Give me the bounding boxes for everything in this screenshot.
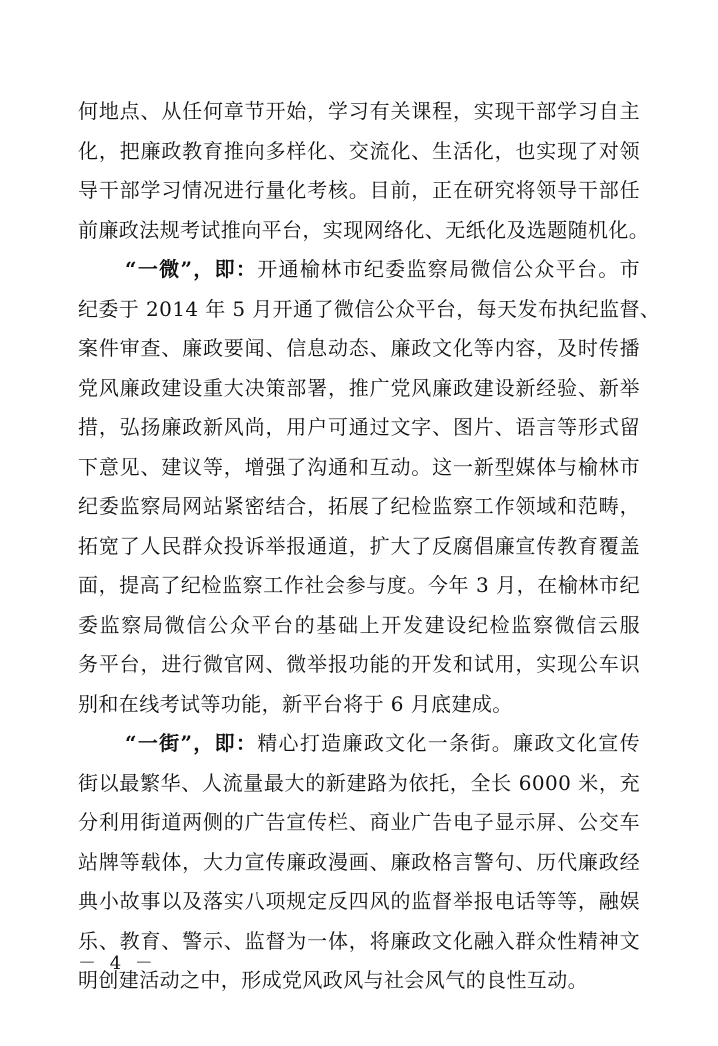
paragraph-3-line-5: 典小故事以及落实八项规定反四风的监督举报电话等等，融娱: [78, 889, 640, 913]
paragraph-1-line-1: 何地点、从任何章节开始，学习有关课程，实现干部学习自主: [78, 99, 640, 123]
paragraph-2-line-5: 措，弘扬廉政新风尚，用户可通过文字、图片、语言等形式留: [78, 415, 640, 439]
paragraph-1-line-3: 导干部学习情况进行量化考核。目前，正在研究将领导干部任: [78, 178, 640, 202]
paragraph-2-line-9: 面，提高了纪检监察工作社会参与度。今年 3 月，在榆林市纪: [78, 573, 640, 597]
paragraph-2-line-3: 案件审查、廉政要闻、信息动态、廉政文化等内容，及时传播: [78, 336, 640, 360]
paragraph-2-line-7: 纪委监察局网站紧密结合，拓展了纪检监察工作领域和范畴，: [78, 494, 640, 518]
paragraph-2-line-4: 党风廉政建设重大决策部署，推广党风廉政建设新经验、新举: [78, 375, 640, 400]
paragraph-3-line-3: 分利用街道两侧的广告宣传栏、商业广告电子显示屏、公交车: [78, 810, 640, 834]
paragraph-2-line-2: 纪委于 2014 年 5 月开通了微信公众平台，每天发布执纪监督、: [78, 296, 661, 321]
paragraph-2-line-11: 务平台，进行微官网、微举报功能的开发和试用，实现公车识: [78, 652, 640, 676]
paragraph-3-line-1: [78, 724, 640, 764]
paragraph-3-line-7: 明创建活动之中，形成党风政风与社会风气的良性互动。: [78, 968, 588, 992]
paragraph-2-line-8: 拓宽了人民群众投诉举报通道，扩大了反腐倡廉宣传教育覆盖: [78, 533, 640, 558]
paragraph-3-line-6: 乐、教育、警示、监督为一体，将廉政文化融入群众性精神文: [78, 928, 640, 953]
paragraph-2-line-1: [78, 250, 640, 290]
page-number: － 4 －: [78, 953, 157, 974]
paragraph-2-line-12: 别和在线考试等功能，新平台将于 6 月底建成。: [78, 691, 513, 716]
paragraph-2-line-10: 委监察局微信公众平台的基础上开发建设纪检监察微信云服: [78, 612, 640, 637]
paragraph-2-line-1-text: 开通榆林市纪委监察局微信公众平台。市: [257, 257, 641, 281]
body-text: [78, 92, 661, 1001]
paragraph-3-lead: “一街”，即：: [125, 731, 258, 755]
paragraph-1-line-4: 前廉政法规考试推向平台，实现网络化、无纸化及选题随机化。: [78, 217, 650, 242]
paragraph-2-line-6: 下意见、建议等，增强了沟通和互动。这一新型媒体与榆林市: [78, 454, 640, 479]
paragraph-3-line-1-text: 精心打造廉政文化一条街。廉政文化宣传: [257, 731, 641, 755]
paragraph-3-line-4: 站牌等载体，大力宣传廉政漫画、廉政格言警句、历代廉政经: [78, 849, 640, 874]
paragraph-1-line-2: 化，把廉政教育推向多样化、交流化、生活化，也实现了对领: [78, 138, 640, 163]
paragraph-2-lead: “一微”，即：: [125, 257, 258, 281]
paragraph-3-line-2: 街以最繁华、人流量最大的新建路为依托，全长 6000 米，充: [78, 770, 640, 795]
